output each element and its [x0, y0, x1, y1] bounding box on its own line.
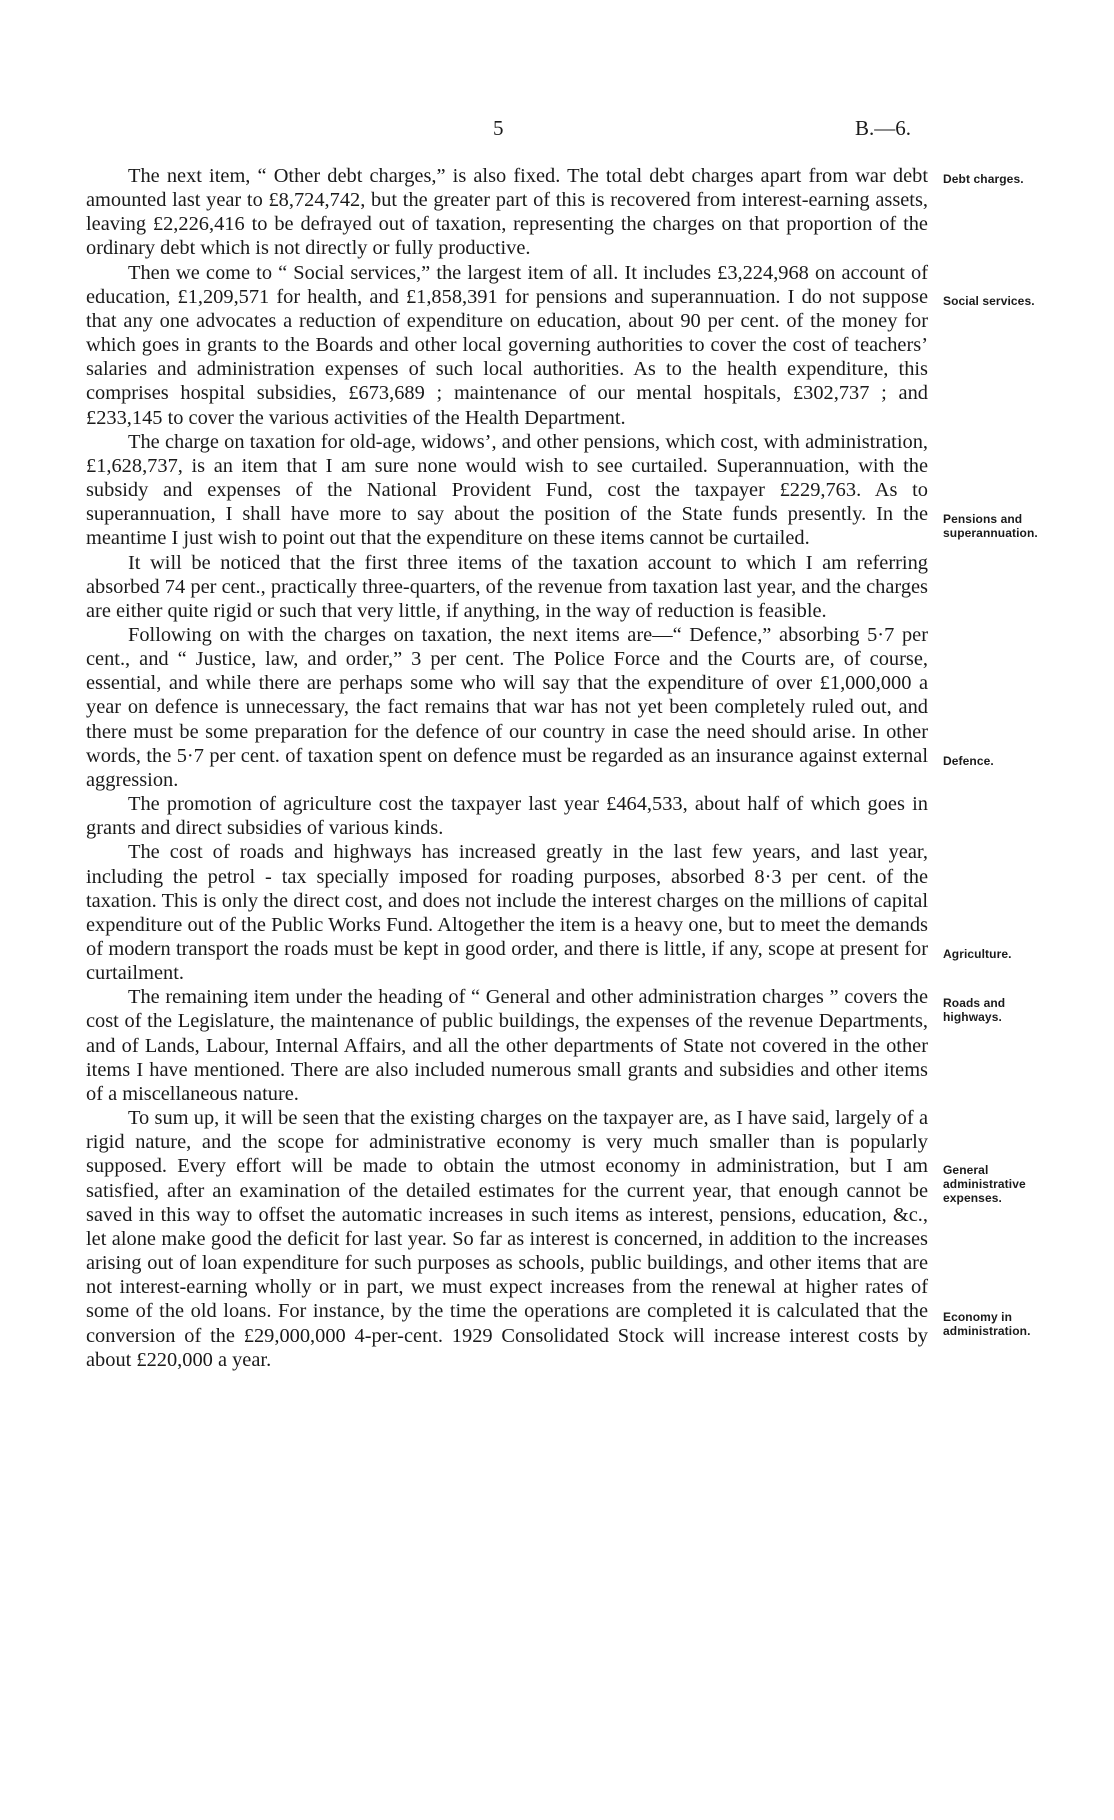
- sidenote-debt-charges: Debt charges.: [943, 172, 1024, 186]
- sidenote-social-services: Social services.: [943, 294, 1035, 308]
- page-number: 5: [493, 116, 504, 140]
- document-reference: B.—6.: [855, 116, 912, 140]
- paragraph-roads: The cost of roads and highways has increased greatly in the last few years, and last year, including the petrol - tax specially imposed for roading purposes, absorbed 8·3 per cent. of the taxation. This is only the direct cost, and does not include the interest charges on the millions of capital expenditure out of the Public Works Fund. Altogether the item is a heavy one, but to meet the demands of modern transport the roads must be kept in good order, and there is little, if any, scope at present for curtailment.: [86, 841, 928, 985]
- sidenote-agriculture: Agriculture.: [943, 947, 1012, 961]
- paragraph-social-services: Then we come to “ Social services,” the largest item of all. It includes £3,224,968 on account of education, £1,209,571 for health, and £1,858,391 for pensions and superannuation. I do not suppose that any one advocates a reduction of expenditure on education, about 90 per cent. of the money for which goes in grants to the Boards and other local governing authorities to cover the cost of teachers’ salaries and administration expenses of such local authorities. As to the health expenditure, this comprises hospital subsidies, £673,689 ; maintenance of our mental hospitals, £302,737 ; and £233,145 to cover the various activities of the Health Department.: [86, 261, 928, 429]
- sidenote-defence: Defence.: [943, 754, 994, 768]
- body-text: [86, 164, 928, 1372]
- paragraph-general-administration: The remaining item under the heading of “ General and other administration charges ” covers the cost of the Legislature, the maintenance of public buildings, the expenses of the revenue Departments, and of Lands, Labour, Internal Affairs, and all the other departments of State not covered in the other items I have mentioned. There are also included numerous small grants and subsidies and other items of a miscellaneous nature.: [86, 986, 928, 1105]
- sidenote-pensions: Pensions and superannuation.: [943, 512, 1038, 540]
- sidenote-general-administration: General administrative expenses.: [943, 1163, 1026, 1205]
- paragraph-pensions: The charge on taxation for old-age, widows’, and other pensions, which cost, with administration, £1,628,737, is an item that I am sure none would wish to see curtailed. Superannuation, with the subsidy and expenses of the National Provident Fund, cost the taxpayer £229,763. As to superannuation, I shall have more to say about the position of the State funds presently. In the meantime I just wish to point out that the expenditure on these items cannot be curtailed.: [86, 430, 928, 550]
- paragraph-debt-charges: The next item, “ Other debt charges,” is also fixed. The total debt charges apart from war debt amounted last year to £8,724,742, but the greater part of this is recovered from interest-earning assets, leaving £2,226,416 to be defrayed out of taxation, representing the charges on that proportion of the ordinary debt which is not directly or fully productive.: [86, 165, 928, 260]
- sidenote-roads: Roads and highways.: [943, 996, 1006, 1024]
- paragraph-agriculture: The promotion of agriculture cost the taxpayer last year £464,533, about half of which goes in grants and direct subsidies of various kinds.: [86, 793, 928, 840]
- paragraph-taxation-share: It will be noticed that the first three items of the taxation account to which I am referring absorbed 74 per cent., practically three-quarters, of the revenue from taxation last year, and the charges are either quite rigid or such that very little, if anything, in the way of reduction is feasible.: [86, 551, 928, 622]
- sidenote-economy: Economy in administration.: [943, 1310, 1031, 1338]
- paragraph-defence: Following on with the charges on taxation, the next items are—“ Defence,” absorbing 5·7 per cent., and “ Justice, law, and order,” 3 per cent. The Police Force and the Courts are, of course, essential, and while there are perhaps some who will say that the expenditure of over £1,000,000 a year on defence is unnecessary, the fact remains that war has not yet been completely ruled out, and there must be some preparation for the defence of our country in case the need should arise. In other words, the 5·7 per cent. of taxation spent on defence must be regarded as an insurance against external aggression.: [86, 623, 928, 791]
- paragraph-economy: To sum up, it will be seen that the existing charges on the taxpayer are, as I have said, largely of a rigid nature, and the scope for administrative economy is very much smaller than is popularly supposed. Every effort will be made to obtain the utmost economy in administration, but I am satisfied, after an examination of the detailed estimates for the current year, that enough cannot be saved in this way to offset the automatic increases in such items as interest, pensions, education, &c., let alone make good the deficit for last year. So far as interest is concerned, in addition to the increases arising out of loan expenditure for such purposes as schools, public buildings, and other items that are not interest-earning wholly or in part, we must expect increases from the renewal at higher rates of some of the old loans. For instance, by the time the operations are completed it is calculated that the conversion of the £29,000,000 4-per-cent. 1929 Consolidated Stock will increase interest costs by about £220,000 a year.: [86, 1107, 928, 1371]
